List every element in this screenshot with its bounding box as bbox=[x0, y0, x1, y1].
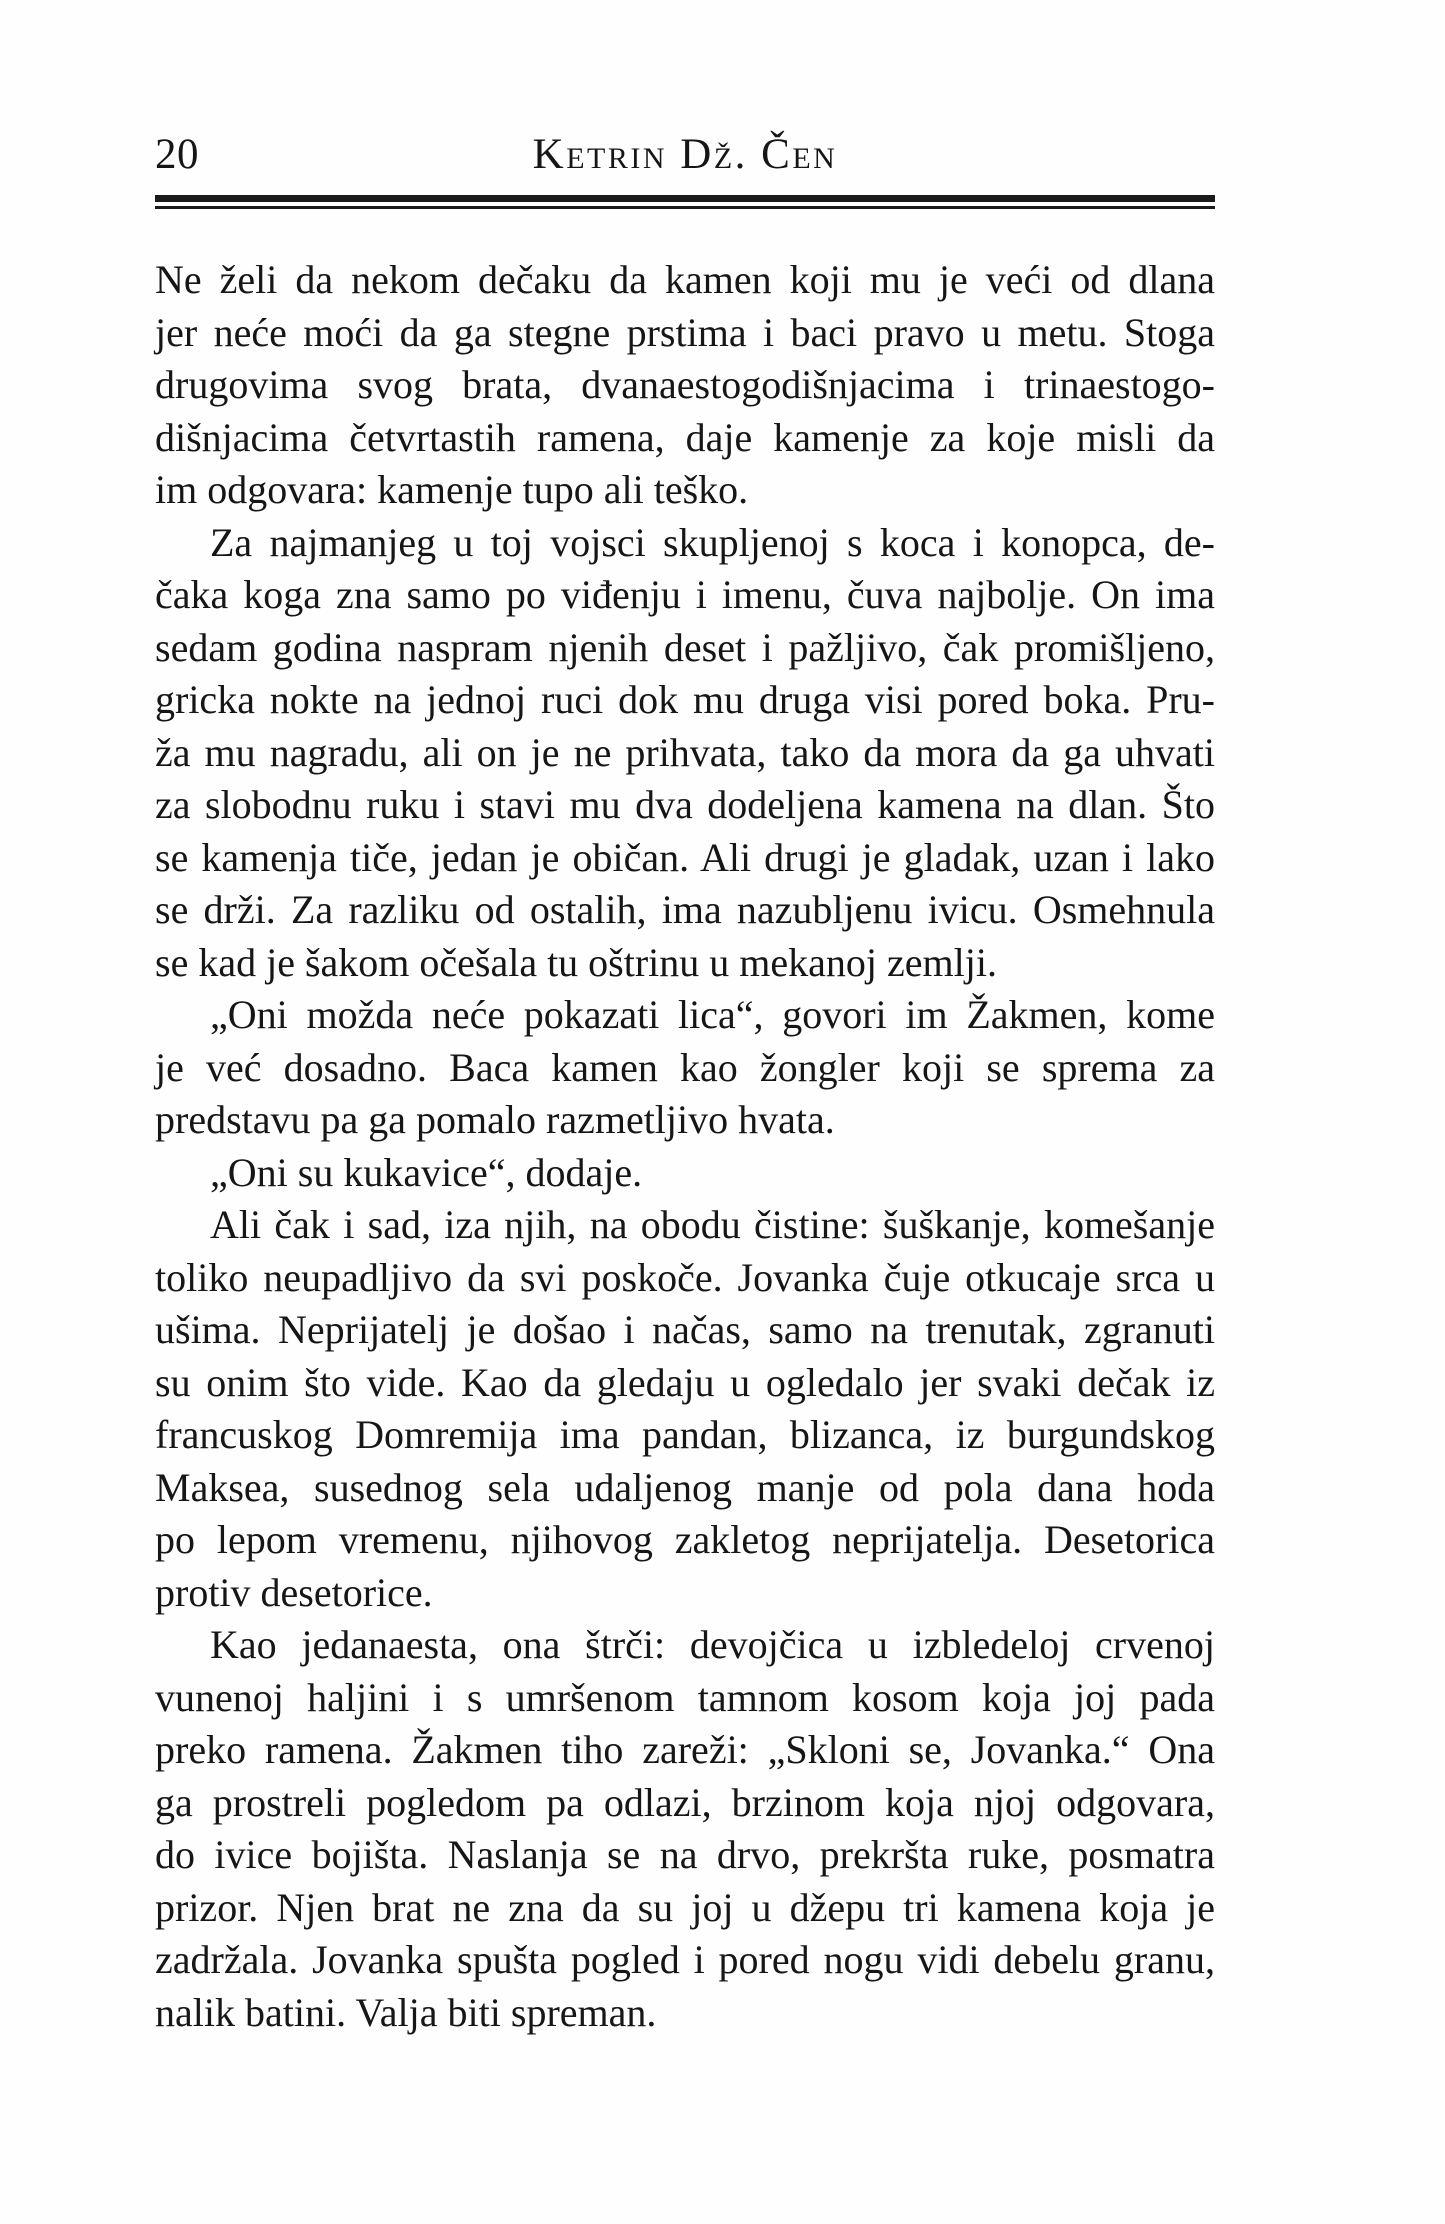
header-divider-rule bbox=[155, 195, 1215, 209]
text-line: protiv desetorice. bbox=[155, 1569, 433, 1615]
text-line: ušima. Neprijatelj je došao i načas, samo na trenutak, zgranuti bbox=[155, 1307, 1215, 1352]
text-line: po lepom vremenu, njihovog zakletog neprijatelja. Desetorica bbox=[155, 1517, 1215, 1562]
text-line: „Oni su kukavice“, dodaje. bbox=[210, 1149, 643, 1195]
text-line: jer neće moći da ga stegne prstima i baci pravo u metu. Stoga bbox=[155, 309, 1215, 355]
text-line: gricka nokte na jednoj ruci dok mu druga visi pored boka. Pru- bbox=[155, 677, 1215, 722]
text-line: čaka koga zna samo po viđenju i imenu, čuva najbolje. On ima bbox=[155, 572, 1215, 617]
text-line: prizor. Njen brat ne zna da su joj u džepu tri kamena koja je bbox=[155, 1884, 1215, 1930]
text-line: nalik batini. Valja biti spreman. bbox=[155, 1989, 657, 2035]
text-line: im odgovara: kamenje tupo ali teško. bbox=[155, 467, 749, 512]
paragraph bbox=[155, 517, 1215, 990]
text-line: drugovima svog brata, dvanaestogodišnjacima i trinaestogo- bbox=[155, 362, 1215, 407]
page-number: 20 bbox=[155, 131, 199, 178]
paragraph bbox=[155, 254, 1215, 517]
text-line: vunenoj haljini i s umršenom tamnom kosom koja joj pada bbox=[155, 1674, 1215, 1720]
text-line: za slobodnu ruku i stavi mu dva dodeljena kamena na dlan. Što bbox=[155, 782, 1215, 827]
text-line: preko ramena. Žakmen tiho zareži: „Skloni se, Jovanka.“ Ona bbox=[155, 1727, 1215, 1772]
text-line: „Oni možda neće pokazati lica“, govori im Žakmen, kome bbox=[210, 992, 1215, 1037]
text-line: je već dosadno. Baca kamen kao žongler koji se sprema za bbox=[155, 1044, 1215, 1090]
text-line: do ivice bojišta. Naslanja se na drvo, prekršta ruke, posmatra bbox=[155, 1832, 1215, 1877]
paragraph bbox=[155, 1147, 1215, 1200]
paragraph bbox=[155, 1199, 1215, 1619]
paragraph bbox=[155, 989, 1215, 1147]
paragraph bbox=[155, 1619, 1215, 2039]
text-line: se drži. Za razliku od ostalih, ima nazubljenu ivicu. Osmehnula bbox=[155, 887, 1215, 932]
running-header bbox=[155, 133, 1215, 181]
text-line: dišnjacima četvrtastih ramena, daje kamenje za koje misli da bbox=[155, 414, 1215, 460]
text-line: Za najmanjeg u toj vojsci skupljenoj s koca i konopca, de- bbox=[210, 519, 1215, 565]
text-line: sedam godina naspram njenih deset i pažljivo, čak promišljeno, bbox=[155, 624, 1215, 670]
text-line: toliko neupadljivo da svi poskoče. Jovanka čuje otkucaje srca u bbox=[155, 1254, 1215, 1300]
text-line: predstavu pa ga pomalo razmetljivo hvata. bbox=[155, 1097, 835, 1142]
text-line: se kad je šakom očešala tu oštrinu u mekanoj zemlji. bbox=[155, 939, 997, 985]
text-line: Maksea, susednog sela udaljenog manje od pola dana hoda bbox=[155, 1464, 1215, 1510]
text-line: ža mu nagradu, ali on je ne prihvata, tako da mora da ga uhvati bbox=[155, 729, 1215, 775]
text-line: Ne želi da nekom dečaku da kamen koji mu je veći od dlana bbox=[155, 257, 1215, 302]
text-line: se kamenja tiče, jedan je običan. Ali drugi je gladak, uzan i lako bbox=[155, 834, 1215, 880]
text-line: su onim što vide. Kao da gledaju u ogledalo jer svaki dečak iz bbox=[155, 1359, 1215, 1405]
text-line: zadržala. Jovanka spušta pogled i pored nogu vidi debelu granu, bbox=[155, 1937, 1215, 1982]
text-line: Kao jedanaesta, ona štrči: devojčica u izbledeloj crvenoj bbox=[210, 1622, 1215, 1667]
page-body bbox=[155, 254, 1215, 2039]
running-head-title: Ketrin Dž. Čen bbox=[532, 131, 838, 178]
text-line: francuskog Domremija ima pandan, blizanca, iz burgundskog bbox=[155, 1412, 1215, 1457]
text-line: ga prostreli pogledom pa odlazi, brzinom koja njoj odgovara, bbox=[155, 1779, 1215, 1825]
text-line: Ali čak i sad, iza njih, na obodu čistine: šuškanje, komešanje bbox=[210, 1202, 1215, 1247]
